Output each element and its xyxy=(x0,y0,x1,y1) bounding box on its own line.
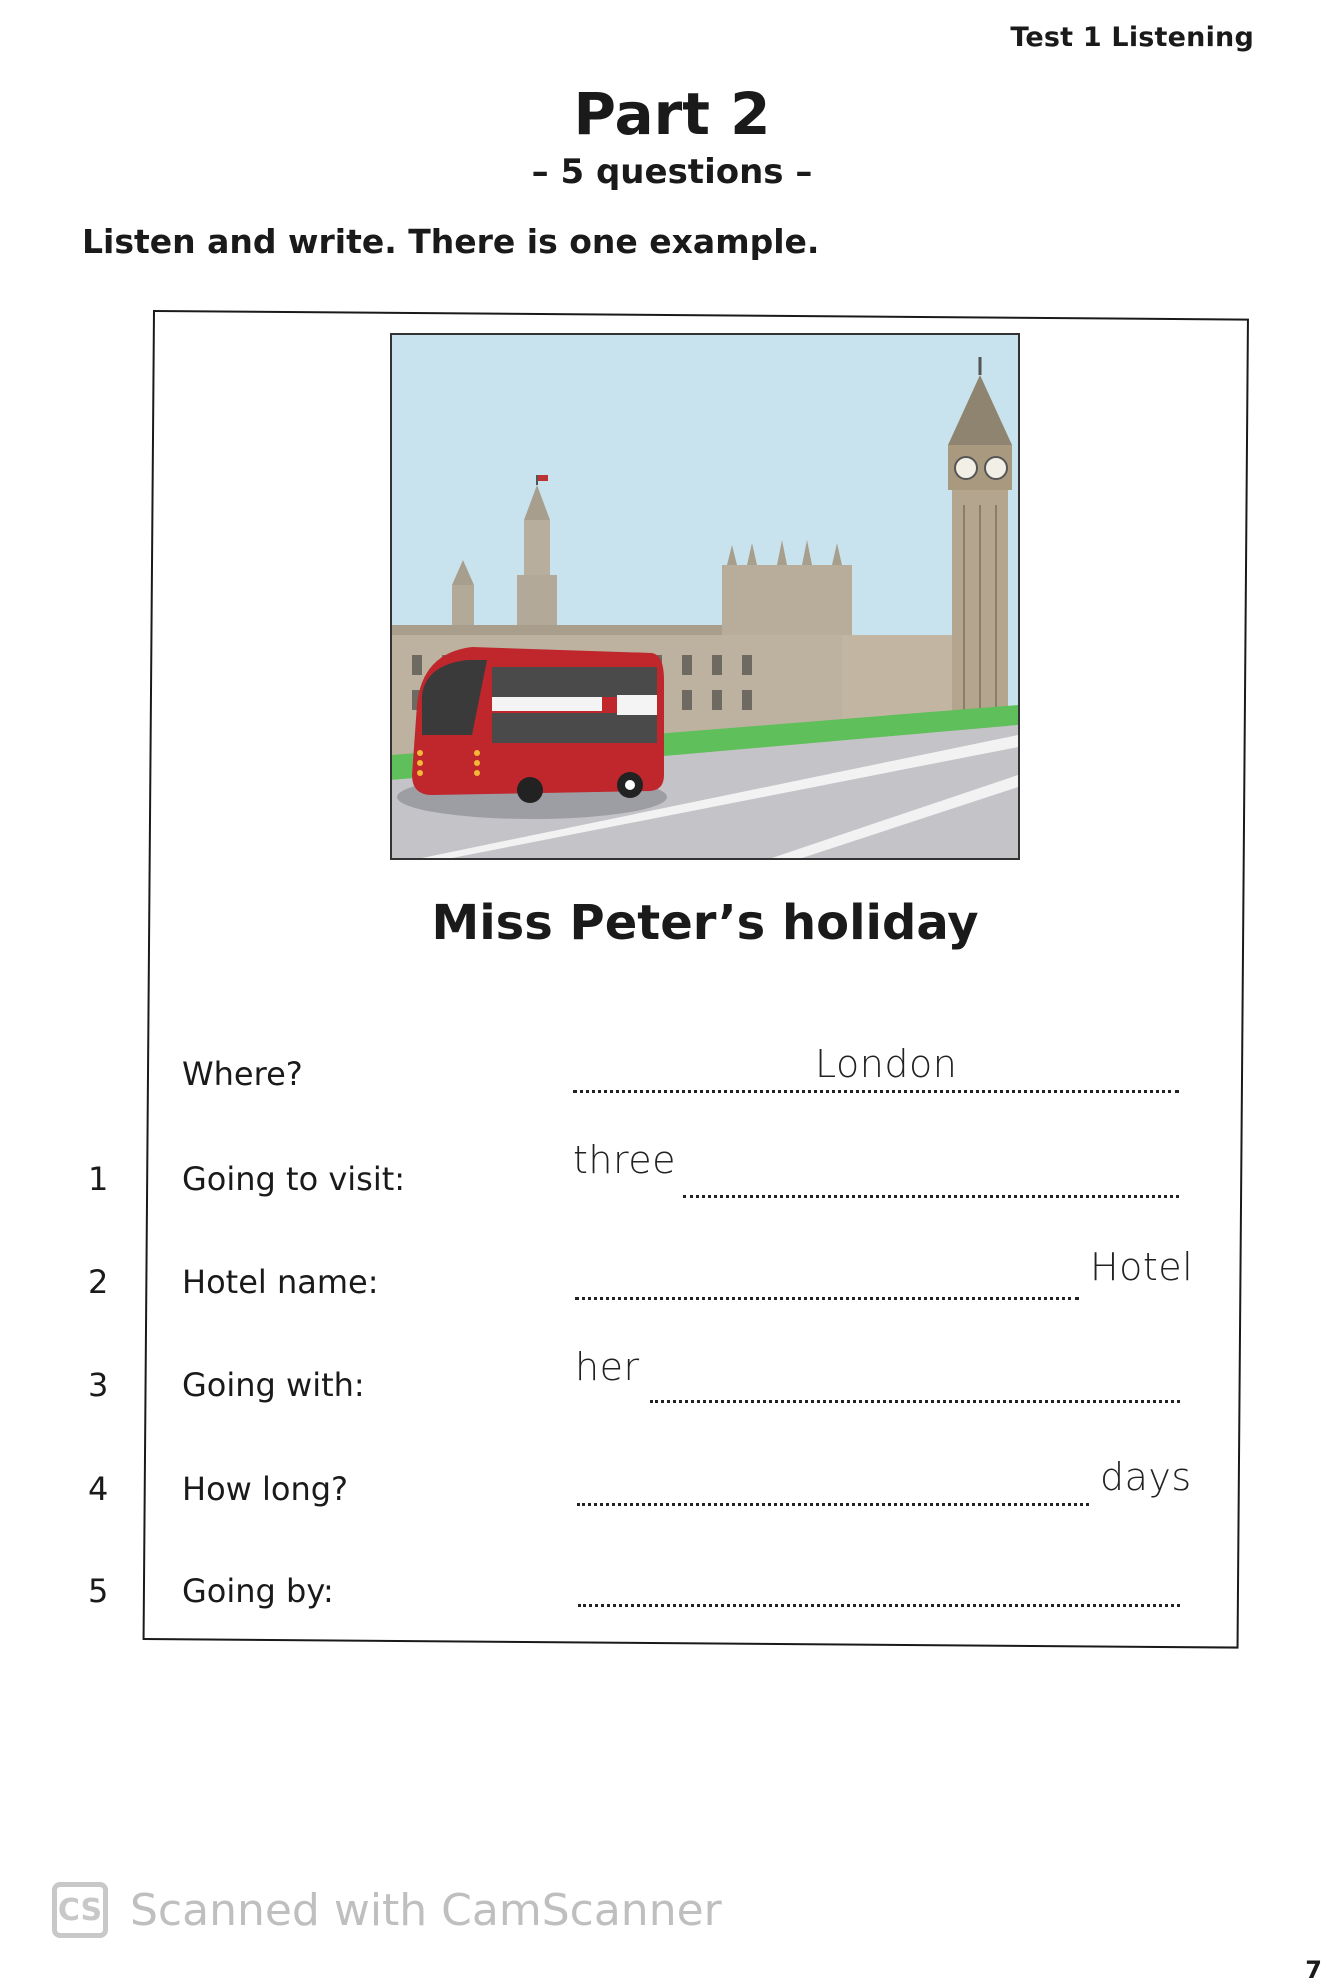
example-label: Where? xyxy=(182,1055,303,1093)
question-label: How long? xyxy=(182,1470,349,1508)
question-number: 2 xyxy=(88,1263,109,1301)
page-number: 7 xyxy=(1305,1956,1322,1984)
question-label: Going by: xyxy=(182,1572,334,1610)
london-picture xyxy=(390,333,1020,860)
part-title: Part 2 xyxy=(573,80,771,148)
answer-line-3[interactable] xyxy=(650,1400,1180,1403)
answer-line-2[interactable] xyxy=(575,1297,1079,1300)
instruction-text: Listen and write. There is one example. xyxy=(82,222,820,261)
question-suffix: Hotel xyxy=(1090,1245,1194,1289)
question-prefix: her xyxy=(575,1345,640,1389)
camscanner-watermark xyxy=(52,1882,722,1938)
question-suffix: days xyxy=(1100,1455,1192,1499)
question-number: 3 xyxy=(88,1366,109,1404)
question-label: Going to visit: xyxy=(182,1160,406,1198)
question-number: 1 xyxy=(88,1160,109,1198)
part-subtitle: – 5 questions – xyxy=(531,152,813,192)
form-title: Miss Peter’s holiday xyxy=(431,895,979,951)
question-prefix: three xyxy=(573,1138,677,1182)
example-answer: London xyxy=(815,1042,958,1086)
answer-line-1[interactable] xyxy=(683,1195,1179,1198)
section-label: Test 1 Listening xyxy=(1010,22,1254,53)
camscanner-logo-icon: CS xyxy=(52,1882,108,1938)
answer-line-5[interactable] xyxy=(578,1604,1180,1607)
example-answer-line xyxy=(573,1090,1179,1093)
watermark-text: Scanned with CamScanner xyxy=(130,1884,722,1936)
question-number: 5 xyxy=(88,1572,109,1610)
answer-line-4[interactable] xyxy=(577,1503,1089,1506)
question-label: Hotel name: xyxy=(182,1263,379,1301)
london-scene-icon xyxy=(392,335,1018,858)
question-number: 4 xyxy=(88,1470,109,1508)
question-label: Going with: xyxy=(182,1366,365,1404)
